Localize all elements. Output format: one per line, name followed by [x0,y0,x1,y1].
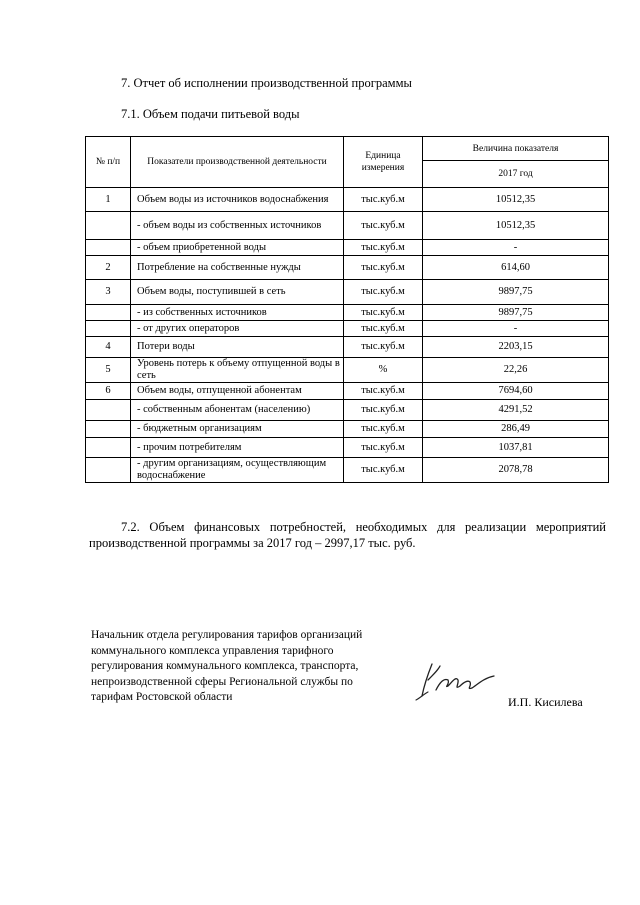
row-unit: тыс.куб.м [344,383,423,400]
header-value: Величина показателя [423,137,609,161]
row-num [86,240,131,256]
table-row [86,383,609,400]
row-value: 10512,35 [423,212,609,240]
row-indicator: - прочим потребителям [131,438,344,458]
row-indicator: - собственным абонентам (населению) [131,400,344,421]
table-row [86,337,609,358]
row-indicator: - от других операторов [131,321,344,337]
row-unit: тыс.куб.м [344,280,423,305]
section-7-2-text: 7.2. Объем финансовых потребностей, необходимых для реализации мероприятий производственной программы за 2017 год – 2997,17 тыс. руб. [89,520,606,550]
row-num: 5 [86,358,131,383]
row-indicator: Потребление на собственные нужды [131,256,344,280]
row-num: 6 [86,383,131,400]
row-num: 1 [86,188,131,212]
row-value: 7694,60 [423,383,609,400]
header-year: 2017 год [423,161,609,188]
header-num: № п/п [86,137,131,188]
row-unit: тыс.куб.м [344,240,423,256]
row-num [86,438,131,458]
row-value: 2203,15 [423,337,609,358]
row-num: 4 [86,337,131,358]
signatory-line: тарифам Ростовской области [91,691,233,703]
row-unit: тыс.куб.м [344,337,423,358]
row-num [86,421,131,438]
row-value: 4291,52 [423,400,609,421]
row-unit: тыс.куб.м [344,305,423,321]
row-indicator: - другим организациям, осуществляющим водоснабжение [131,458,344,483]
row-value: 286,49 [423,421,609,438]
table-row [86,212,609,240]
table-row [86,280,609,305]
row-num: 3 [86,280,131,305]
row-value: - [423,321,609,337]
row-unit: тыс.куб.м [344,438,423,458]
row-indicator: Объем воды, поступившей в сеть [131,280,344,305]
row-num [86,212,131,240]
signatory-line: регулирования коммунального комплекса, транспорта, [91,660,359,672]
row-value: 2078,78 [423,458,609,483]
row-num [86,458,131,483]
row-unit: % [344,358,423,383]
table-body [86,188,609,483]
row-indicator: - объем приобретенной воды [131,240,344,256]
table-row [86,438,609,458]
row-value: - [423,240,609,256]
table-row [86,358,609,383]
row-indicator: - бюджетным организациям [131,421,344,438]
row-value: 10512,35 [423,188,609,212]
handwritten-signature-icon [414,656,500,702]
row-num [86,321,131,337]
row-unit: тыс.куб.м [344,458,423,483]
row-indicator: Объем воды из источников водоснабжения [131,188,344,212]
row-value: 9897,75 [423,305,609,321]
signatory-line: Начальник отдела регулирования тарифов организаций [91,629,363,641]
row-indicator: - объем воды из собственных источников [131,212,344,240]
row-value: 614,60 [423,256,609,280]
row-num: 2 [86,256,131,280]
table-row [86,400,609,421]
water-supply-table [85,136,609,483]
subsection-heading: 7.1. Объем подачи питьевой воды [121,107,300,121]
table-row [86,321,609,337]
row-indicator: Уровень потерь к объему отпущенной воды в сеть [131,358,344,383]
table-row [86,188,609,212]
signatory-line: непроизводственной сферы Региональной службы по [91,675,353,688]
table-row [86,256,609,280]
signatory-name: И.П. Кисилева [508,695,583,709]
table-row [86,421,609,438]
row-indicator: Объем воды, отпущенной абонентам [131,383,344,400]
signatory-line: коммунального комплекса управления тарифного [91,644,334,657]
row-num [86,400,131,421]
row-unit: тыс.куб.м [344,321,423,337]
row-unit: тыс.куб.м [344,400,423,421]
row-indicator: - из собственных источников [131,305,344,321]
table-row [86,240,609,256]
row-value: 9897,75 [423,280,609,305]
table-row [86,458,609,483]
header-unit: Единица измерения [344,137,423,188]
row-value: 1037,81 [423,438,609,458]
row-unit: тыс.куб.м [344,256,423,280]
row-value: 22,26 [423,358,609,383]
table-row [86,305,609,321]
row-num [86,305,131,321]
row-unit: тыс.куб.м [344,188,423,212]
signatory-title [91,628,421,706]
header-indicators: Показатели производственной деятельности [131,137,344,188]
row-unit: тыс.куб.м [344,421,423,438]
section-heading: 7. Отчет об исполнении производственной программы [121,76,412,90]
row-indicator: Потери воды [131,337,344,358]
row-unit: тыс.куб.м [344,212,423,240]
